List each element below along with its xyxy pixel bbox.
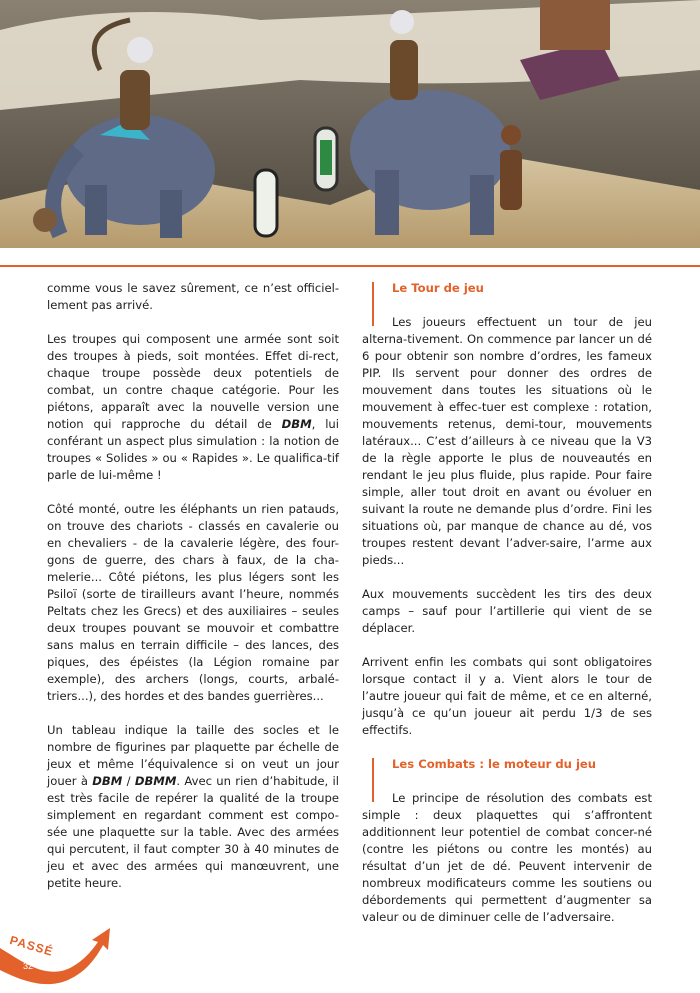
heading-text: Les Combats : le moteur du jeu: [392, 757, 597, 771]
paragraph: Les troupes qui composent une armée sont soit des troupes à pieds, soit montées. Effet di-rect, chaque troupe possède deux potentiels de combat, un contre chaque catégorie. Pour les piétons, apparaît avec la nouvelle version une notion qui rapproche du détail de DBM, lui conférant un aspect plus simulation : la notion de troupes « Solides » ou « Rapides ». Le qualifica-tif parle de lui-même !: [47, 332, 339, 482]
paragraph: Côté monté, outre les éléphants un rien patauds, on trouve des chariots - classés en cavalerie ou en chevaliers - de la cavalerie légère, des four-gons de guerre, des chars à faux, de la cha-melerie... Côté piétons, les plus légers sont les Psiloï (sorte de tirailleurs avant l’heure, nommés Peltats chez les Grecs) et des auxiliaires – seules deux troupes pouvant se mouvoir et combattre sans malus en terrain difficile – des lances, des piques, des épéistes (la Légion romaine par exemple), des archers (longs, courts, arbalé-triers...), des hordes et des bandes guerrières...: [47, 502, 339, 703]
paragraph: Un tableau indique la taille des socles et le nombre de figurines par plaquette par échelle de jeux et même l’équivalence si on veut un jour jouer à DBM / DBMM. Avec un rien d’habitude, il est très facile de repérer la qualité de la troupe simplement en regardant comment est compo-sée une plaquette sur la table. Avec des armées qui percutent, il faut compter 30 à 40 minutes de jeu et avec des armées qui manœuvrent, une petite heure.: [47, 723, 339, 890]
section-heading: [362, 756, 652, 773]
miniatures-illustration: [0, 0, 700, 248]
right-column: [362, 280, 652, 943]
section-heading: [362, 280, 652, 297]
paragraph: Aux mouvements succèdent les tirs des deux camps – sauf pour l’artillerie qui vient de se déplacer.: [362, 587, 652, 635]
footer-decoration: [0, 920, 130, 993]
heading-accent-bar: [372, 758, 374, 802]
heading-accent-bar: [372, 282, 374, 326]
heading-text: Le Tour de jeu: [392, 281, 484, 295]
header-rule: [0, 265, 700, 267]
page-number: 32: [23, 961, 34, 971]
section-tag: PASSÉ: [8, 933, 56, 959]
paragraph: Les joueurs effectuent un tour de jeu alterna-tivement. On commence par lancer un dé 6 pour obtenir son nombre d’ordres, les fameux PIP. Ils servent pour donner des ordres de mouvement dans toutes les situations où le mouvement à effec-tuer est complexe : rotation, mouvements retenus, demi-tour, mouvements latéraux... C’est d’ailleurs à ce niveau que la V3 de la règle apporte le plus de nouveautés en rendant le jeu plus fluide, plus rapide. Pour faire simple, aller tout droit en avant ou évoluer en suivant la route ne demande plus d’ordre. Fini les situations où, par manque de chance au dé, vos troupes restent devant l’adver-saire, l’arme aux pieds...: [362, 315, 652, 567]
paragraph: Le principe de résolution des combats est simple : deux plaquettes qui s’affrontent additionnent leur potentiel de combat concer-né (contre les piétons ou contre les montés) au résultat d’un jet de dé. Peuvent intervenir de nombreux modificateurs comme les soutiens ou débordements qui permettent d’augmenter sa valeur ou de diminuer celle de l’adversaire.: [362, 791, 652, 924]
paragraph: comme vous le savez sûrement, ce n’est officiel-lement pas arrivé.: [47, 281, 339, 312]
swoosh-arrow-icon: [0, 920, 130, 993]
left-column: [47, 280, 339, 909]
hero-photo: [0, 0, 700, 248]
paragraph: Arrivent enfin les combats qui sont obligatoires lorsque contact il y a. Vient alors le tour de l’autre joueur qui fait de même, et ce en alterné, jusqu’à ce qu’un joueur ait perdu 1/3 de ses effectifs.: [362, 655, 652, 737]
